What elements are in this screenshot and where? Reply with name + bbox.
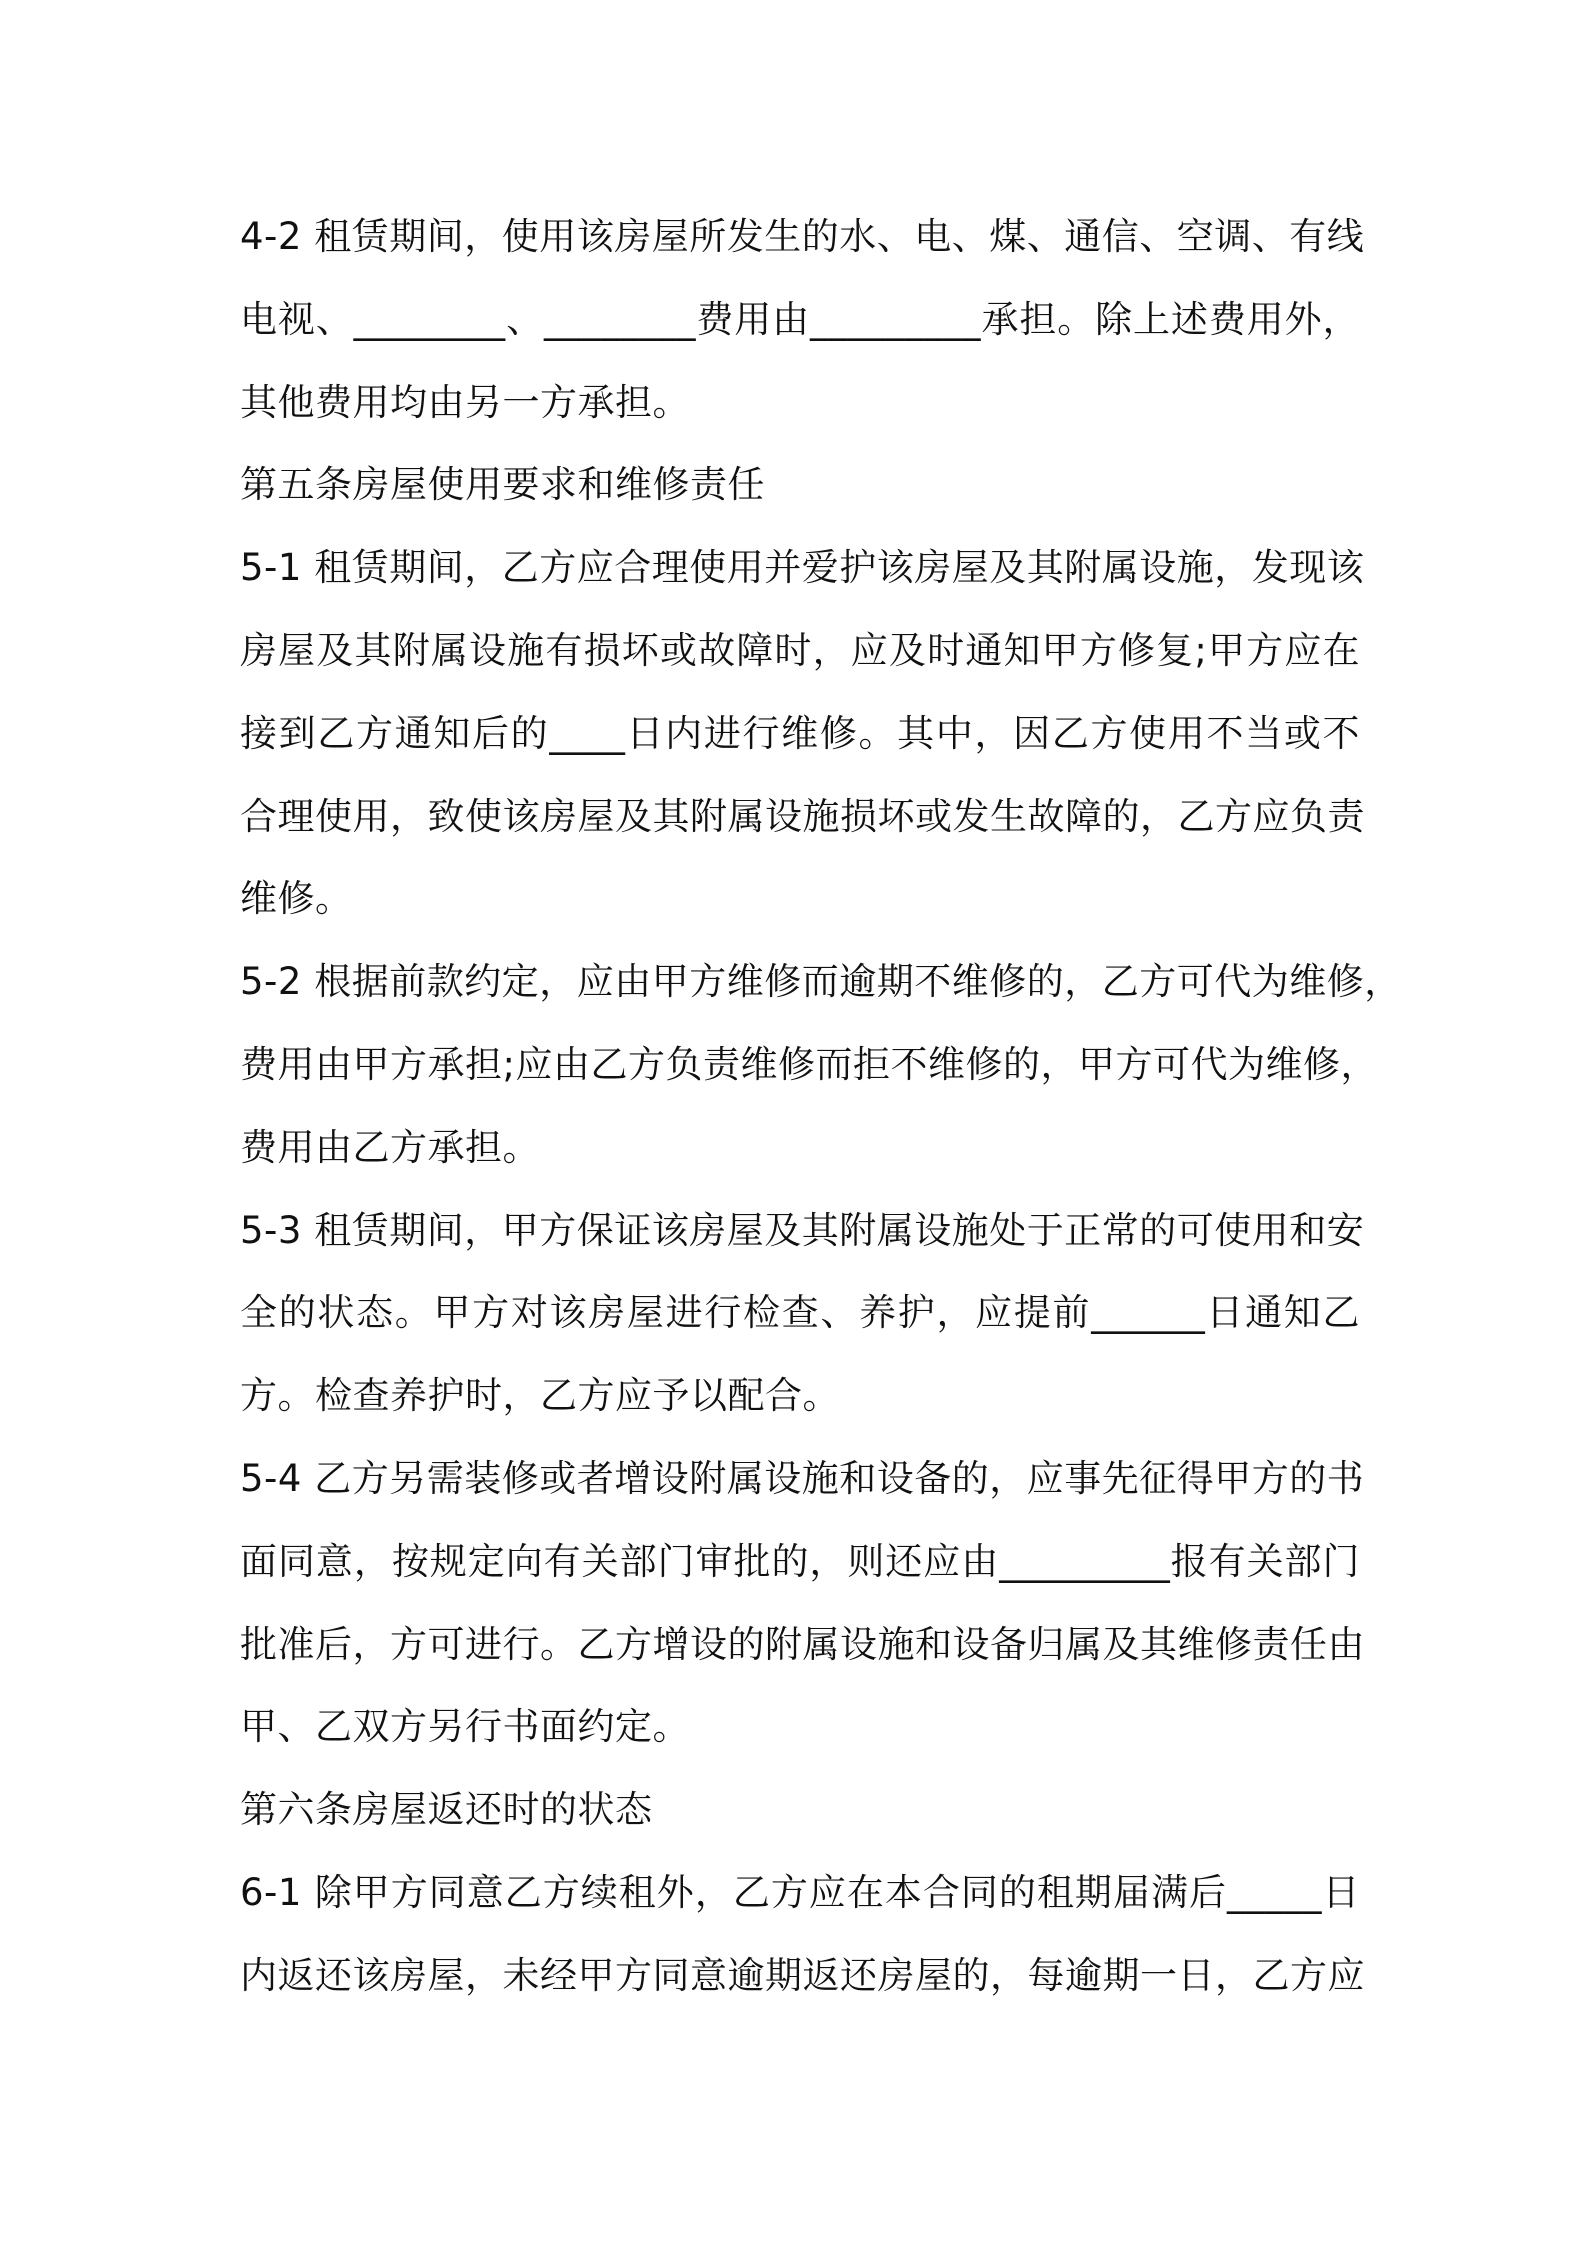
- text-line: 5-3 租赁期间，甲方保证该房屋及其附属设施处于正常的可使用和安: [240, 1208, 1365, 1252]
- text-line: 房屋及其附属设施有损坏或故障时，应及时通知甲方修复;甲方应在: [240, 628, 1360, 672]
- text-line: 合理使用，致使该房屋及其附属设施损坏或发生故障的，乙方应负责: [240, 794, 1365, 838]
- text-line: 面同意，按规定向有关部门审批的，则还应由_________报有关部门: [240, 1539, 1360, 1583]
- text-line: 其他费用均由另一方承担。: [240, 380, 690, 424]
- text-line: 全的状态。甲方对该房屋进行检查、养护，应提前______日通知乙: [240, 1291, 1360, 1335]
- section-heading: 第六条房屋返还时的状态: [240, 1788, 653, 1832]
- document-body: [240, 196, 1402, 2018]
- text-line: 接到乙方通知后的____日内进行维修。其中，因乙方使用不当或不: [240, 711, 1360, 755]
- text-line: 费用由甲方承担;应由乙方负责维修而拒不维修的，甲方可代为维修，: [240, 1042, 1378, 1086]
- text-line: 4-2 租赁期间，使用该房屋所发生的水、电、煤、通信、空调、有线: [240, 215, 1365, 258]
- text-line: 费用由乙方承担。: [240, 1125, 540, 1169]
- text-line: 维修。: [240, 877, 353, 921]
- text-line: 内返还该房屋，未经甲方同意逾期返还房屋的，每逾期一日，乙方应: [240, 1953, 1365, 1997]
- section-heading: 第五条房屋使用要求和维修责任: [240, 463, 765, 507]
- text-line: 甲、乙双方另行书面约定。: [240, 1705, 690, 1749]
- text-line: 批准后，方可进行。乙方增设的附属设施和设备归属及其维修责任由: [240, 1622, 1365, 1666]
- text-line: 5-2 根据前款约定，应由甲方维修而逾期不维修的，乙方可代为维修，: [240, 960, 1402, 1004]
- text-line: 电视、________、________费用由_________承担。除上述费用外，: [240, 297, 1360, 341]
- text-line: 方。检查养护时，乙方应予以配合。: [240, 1374, 840, 1418]
- text-line: 5-1 租赁期间，乙方应合理使用并爱护该房屋及其附属设施，发现该: [240, 546, 1365, 590]
- text-line: 6-1 除甲方同意乙方续租外，乙方应在本合同的租期届满后_____日: [240, 1870, 1360, 1914]
- text-line: 5-4 乙方另需装修或者增设附属设施和设备的，应事先征得甲方的书: [240, 1456, 1365, 1500]
